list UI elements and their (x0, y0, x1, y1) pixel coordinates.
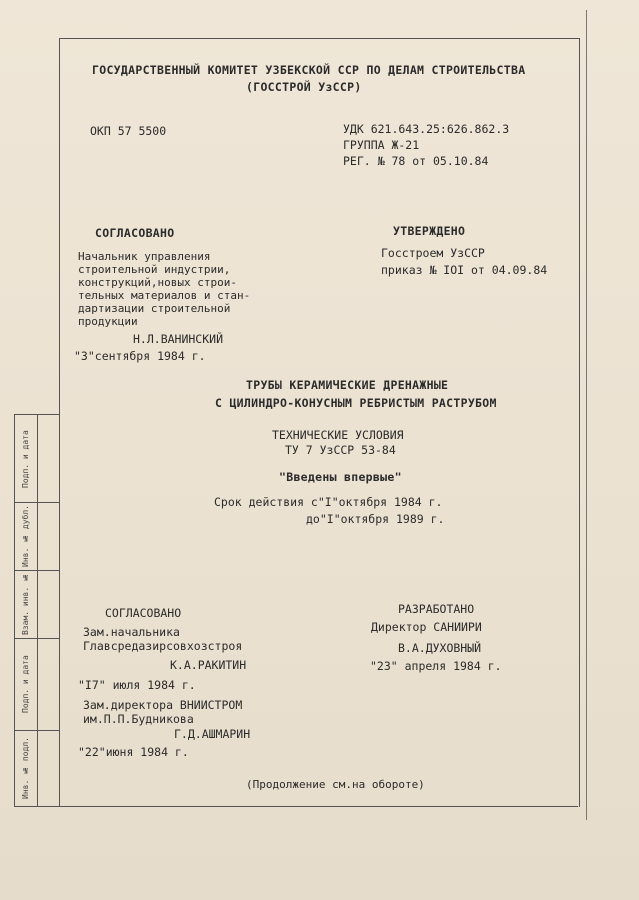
agreed-position-line: конструкций,новых строи- (78, 276, 237, 289)
agreed-position-line: строительной индустрии, (78, 263, 231, 276)
developed-position: Директор САНИИРИ (371, 620, 482, 634)
developed-date: "23" апреля 1984 г. (370, 659, 502, 673)
agreed2-date1: "I7" июля 1984 г. (78, 678, 196, 692)
agreed-signer: Н.Л.ВАНИНСКИЙ (133, 332, 224, 346)
continuation-note: (Продолжение см.на обороте) (246, 778, 425, 791)
intro-note: "Введены впервые" (279, 470, 402, 484)
developed-signer: В.А.ДУХОВНЫЙ (398, 641, 482, 655)
agreed-position-line: продукции (78, 315, 138, 328)
outer-border-line (586, 10, 587, 820)
approved-body: Госстроем УзССР (381, 246, 485, 260)
org-name-line2: (ГОССТРОЙ УзССР) (246, 80, 362, 94)
agreed2-signer2: Г.Д.АШМАРИН (174, 727, 251, 741)
validity-from: Срок действия с"I"октября 1984 г. (214, 495, 443, 509)
approved-title: УТВЕРЖДЕНО (393, 224, 466, 238)
org-name-line1: ГОСУДАРСТВЕННЫЙ КОМИТЕТ УЗБЕКСКОЙ ССР ПО ДЕЛАМ СТРОИТЕЛЬСТВА (92, 63, 526, 77)
udk-code: УДК 621.643.25:626.862.3 (343, 122, 510, 136)
agreed-title: СОГЛАСОВАНО (95, 226, 175, 240)
margin-cell-sign-date-2: Подп. и дата (21, 655, 30, 714)
doc-type: ТЕХНИЧЕСКИЕ УСЛОВИЯ (272, 428, 404, 442)
agreed-date: "3"сентября 1984 г. (74, 349, 206, 363)
validity-to: до"I"октября 1989 г. (306, 512, 445, 526)
agreed2-position1-line1: Зам.начальника (83, 625, 180, 639)
agreed-position-line: дартизации строительной (78, 302, 231, 315)
margin-cell-dup-inv: Инв. № дубл. (21, 505, 30, 568)
okp-code: ОКП 57 5500 (90, 124, 167, 138)
agreed-position-line: тельных материалов и стан- (78, 289, 251, 302)
agreed2-signer1: К.А.РАКИТИН (170, 658, 247, 672)
document-title-line2: С ЦИЛИНДРО-КОНУСНЫМ РЕБРИСТЫМ РАСТРУБОМ (215, 396, 497, 410)
agreed2-position1-line2: Главсредазирсовхозстроя (83, 639, 243, 653)
doc-number: ТУ 7 УзССР 53-84 (285, 443, 396, 457)
agreed2-title: СОГЛАСОВАНО (105, 606, 182, 620)
developed-title: РАЗРАБОТАНО (398, 602, 475, 616)
agreed2-position2-line1: Зам.директора ВНИИСТРОМ (83, 698, 243, 712)
margin-cell-replace-inv: Взам. инв. № (21, 573, 30, 636)
registration-number: РЕГ. № 78 от 05.10.84 (343, 154, 489, 168)
margin-column-divider (37, 414, 38, 806)
frame-bottom-line (14, 806, 578, 807)
agreed-position-line: Начальник управления (78, 250, 211, 263)
document-title-line1: ТРУБЫ КЕРАМИЧЕСКИЕ ДРЕНАЖНЫЕ (246, 378, 449, 392)
group-code: ГРУППА Ж-21 (343, 138, 420, 152)
approved-order: приказ № IOI от 04.09.84 (381, 263, 548, 277)
margin-cell-orig-inv: Инв. № подл. (21, 737, 30, 800)
agreed2-position2-line2: им.П.П.Будникова (83, 712, 194, 726)
margin-cell-sign-date: Подп. и дата (21, 430, 30, 488)
agreed2-date2: "22"июня 1984 г. (78, 745, 189, 759)
